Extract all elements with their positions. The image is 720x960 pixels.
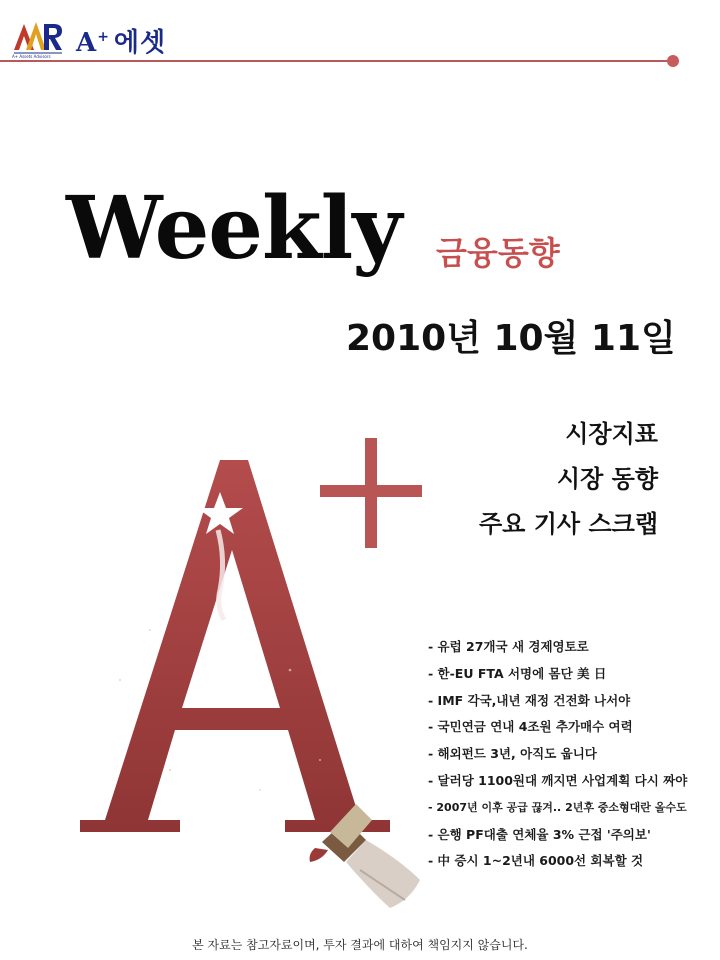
section-list (479, 412, 658, 547)
ar-logo-icon (12, 18, 64, 58)
headline-list (428, 634, 718, 875)
company-logo (12, 18, 64, 58)
headline-item: - 해외펀드 3년, 아직도 웁니다 (428, 746, 597, 762)
headline-item: - 2007년 이후 공급 끊겨.. 2년후 중소형대란 올수도 (428, 800, 687, 814)
brand-name (76, 22, 166, 59)
brand-korean: 에셋 (113, 28, 167, 58)
brand-sup: + (97, 29, 110, 46)
logo-tagline: A+ Assets Advisors (12, 54, 51, 59)
plus-horizontal (320, 485, 422, 497)
headline-item: - 유럽 27개국 새 경제영토로 (428, 639, 589, 654)
headline-item: - 국민연금 연내 4조원 추가매수 여력 (428, 719, 633, 735)
section-market-trends: 시장 동향 (556, 465, 658, 493)
headline-item: - 달러당 1100원대 깨지면 사업계획 다시 짜야 (428, 772, 688, 788)
headline-item: - 中 증시 1~2년내 6000선 회복할 것 (428, 853, 644, 869)
disclaimer-text: 본 자료는 참고자료이며, 투자 결과에 대하여 책임지지 않습니다. (192, 938, 528, 952)
headline-item: - 한-EU FTA 서명에 몸단 美 日 (428, 665, 607, 681)
headline-item: - 은행 PF대출 연체율 3% 근접 '주의보' (428, 826, 651, 842)
header-divider (0, 60, 672, 62)
section-market-indicators: 시장지표 (565, 420, 658, 448)
a-plus-paintbrush-art (60, 430, 440, 920)
headline-item: - IMF 각국,내년 재정 건전화 나서야 (428, 692, 631, 708)
report-subtitle: 금융동향 (436, 234, 560, 272)
report-title: Weekly (66, 178, 402, 279)
header-dot (667, 55, 679, 67)
section-article-scrap: 주요 기사 스크랩 (479, 510, 658, 538)
report-date: 2010년 10월 11일 (346, 318, 676, 359)
brand-prefix: A (76, 28, 98, 58)
